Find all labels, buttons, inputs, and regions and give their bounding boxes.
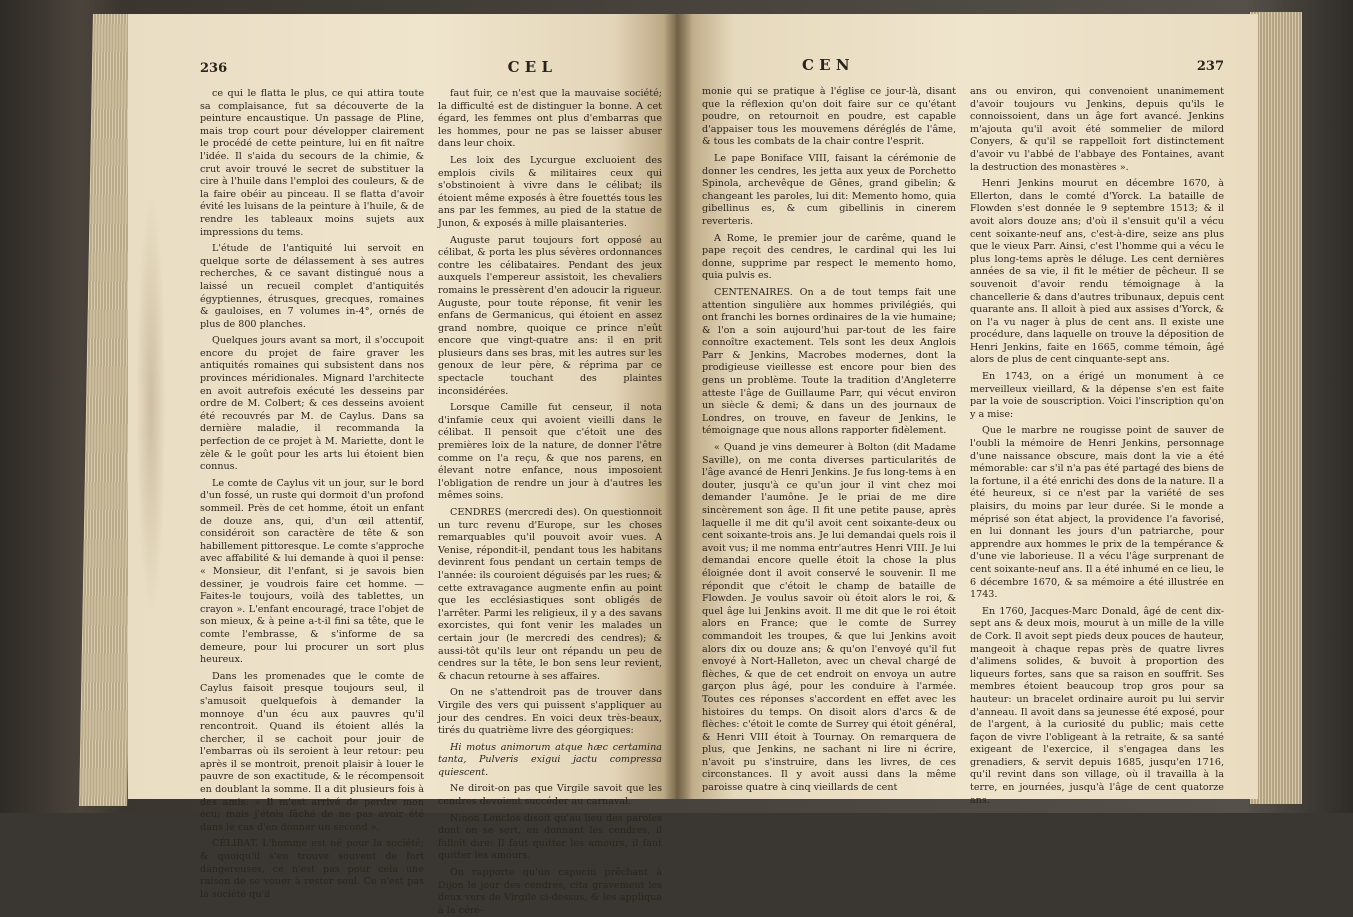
left-column-2 <box>438 88 662 916</box>
right-page-columns <box>702 86 1224 806</box>
paragraph: On ne s'attendroit pas de trouver dans Virgile des vers qui puissent s'appliquer au jour des cendres. En voici deux très-beaux, tirés du quatrième livre des géorgiques: <box>438 687 662 737</box>
left-column-1 <box>200 88 424 900</box>
paragraph: Dans les promenades que le comte de Caylus faisoit presque toujours seul, il s'amusoit quelquefois à demander la monnoye d'un écu aux pauvres qu'il rencontroit. Quand ils étoient allés la chercher, il se cachoit pour jouir de l'embarras où ils seroient à leur retour: peu après il se montroit, prenoit plaisir à louer le pauvre de son exactitude, & le récompensoit en doublant la somme. Il a dit plusieurs fois à des amis: « Il m'est arrivé de perdre mon écu; mais j'étois fâché de ne pas avoir été dans le cas d'en donner un second ». <box>200 670 424 833</box>
left-page-columns <box>200 88 662 916</box>
page-number: 237 <box>1196 59 1224 74</box>
paragraph: Auguste parut toujours fort opposé au célibat, & porta les plus sévères ordonnances contre les célibataires. Pendant des jeux auxquels l'empereur assistoit, les chevaliers romains le pressèrent d'en adoucir la rigueur. Auguste, pour toute réponse, fit venir les enfans de Germanicus, qui étoient en assez grand nombre, quoique ce prince n'eût encore que vingt-quatre ans: il en prit plusieurs dans ses bras, mit les autres sur les genoux de leur père, & réprima par ce spectacle touchant des plaintes inconsidérées. <box>438 234 662 397</box>
paragraph: A Rome, le premier jour de carême, quand le pape reçoit des cendres, le cardinal qui les lui donne, supprime par respect le memento homo, quia pulvis es. <box>702 232 956 282</box>
paragraph: Ninon Lenclos disoit qu'au lieu des paroles dont on se sert, en donnant les cendres, il falloit dire: Il faut quitter les amours, il faut quitter les amours. <box>438 812 662 862</box>
paragraph: CÉLIBAT. L'homme est né pour la société; & quoiqu'il s'en trouve souvent de fort dangereuses, ce n'est pas pour cela une raison de se vouer à rester seul. Ce n'est pas la société qu'il <box>200 838 424 900</box>
right-page-header <box>702 56 1224 82</box>
paragraph: ce qui le flatta le plus, ce qui attira toute sa complaisance, fut sa découverte de la peinture encaustique. Un passage de Pline, mais trop court pour développer clairement le procédé de cette peinture, lui en fit naître l'idée. Il s'aida du secours de la chimie, & crut avoir trouvé le secret de substituer la cire à l'huile dans l'emploi des couleurs, & de la faire obéir au pinceau. Il se flatta d'avoir évité les luisans de la peinture à l'huile, & de rendre les tableaux moins sujets aux impressions du tems. <box>200 88 424 238</box>
paragraph: En 1743, on a érigé un monument à ce merveilleux vieillard, & la dépense s'en est faite par la voie de souscription. Voici l'inscription qu'on y a mise: <box>970 371 1224 420</box>
page-number: 236 <box>200 61 228 76</box>
paragraph: Les loix des Lycurgue excluoient des emplois civils & militaires ceux qui s'obstinoient à vivre dans le célibat; ils étoient même exposés à être fouettés tous les ans par les femmes, au pied de la statue de Junon, & exposés à mille plaisanteries. <box>438 154 662 229</box>
verse-quote: Hi motus animorum atque hæc certamina tanta, Pulveris exigui jactu compressa quiescent. <box>438 741 662 778</box>
paragraph: Henri Jenkins mourut en décembre 1670, à Ellerton, dans le comté d'Yorck. La bataille de Flowden s'est donnée le 9 septembre 1513; & il avoit alors douze ans; d'où il s'ensuit qu'il a vécu cent soixante-neuf ans, c'est-à-dire, seize ans plus que le vieux Parr. Ainsi, c'est l'homme qui a vécu le plus long-tems après le déluge. Les cent dernières années de sa vie, il fit le métier de pêcheur. Il se souvenoit d'avoir rendu témoignage à la chancellerie & dans d'autres tribunaux, depuis cent quarante ans. Il alloit à pied aux assises d'Yorck, & on l'a vu nager à plus de cent ans. Il existe une procédure, dans laquelle on trouve la déposition de Henri Jenkins, faite en 1665, comme témoin, âgé alors de plus de cent cinquante-sept ans. <box>970 178 1224 366</box>
paragraph: ans ou environ, qui convenoient unanimement d'avoir toujours vu Jenkins, depuis qu'ils le connoissoient, dans un âge fort avancé. Jenkins m'ajouta qu'il avoit été sommelier de milord Conyers, & qu'il se rappelloit fort distinctement d'avoir vu l'abbé de l'abbaye des Fontaines, avant la destruction des monastères ». <box>970 86 1224 173</box>
paragraph: CENDRES (mercredi des). On questionnoit un turc revenu d'Europe, sur les choses remarquables qu'il pouvoit avoir vues. A Venise, répondit-il, pendant tous les habitans devinrent fous pendant un certain temps de l'année: ils couroient déguisés par les rues; & cette extravagance augmente enfin au point que les ecclésiastiques sont obligés de l'arrêter. Parmi les religieux, il y a des savans exorcistes, qui font venir les malades un certain jour (le mercredi des cendres); & aussi-tôt qu'ils leur ont répandu un peu de cendres sur la tête, le bon sens leur revient, & chacun retourne à ses affaires. <box>438 507 662 682</box>
paragraph: CENTENAIRES. On a de tout temps fait une attention singulière aux hommes privilégiés, qui ont franchi les bornes ordinaires de la vie humaine; & l'on a soin aujourd'hui par-tout de les faire connoître exactement. Tels sont les deux Anglois Parr & Jenkins, Macrobes modernes, dont la prodigieuse vieillesse est encore pour bien des gens un problème. Toute la tradition d'Angleterre atteste l'âge de Guillaume Parr, qui vécut environ un siècle & demi; & dans un des journaux de Londres, on trouve, en faveur de Jenkins, le témoignage que nous allons rapporter fidèlement. <box>702 286 956 437</box>
book-gutter <box>664 14 692 799</box>
right-column-2 <box>970 86 1224 806</box>
paragraph: En 1760, Jacques-Marc Donald, âgé de cent dix-sept ans & deux mois, mourut à un mille de la ville de Cork. Il avoit sept pieds deux pouces de hauteur, mangeoit à chaque repas près de quatre livres d'alimens solides, & buvoit à proportion des liqueurs fortes, sans que sa raison en souffrit. Ses membres étoient beaucoup trop gros pour sa hauteur: un bracelet ordinaire auroit pu lui servir d'anneau. Il avoit dans sa jeunesse été exposé, pour de l'argent, à la curiosité du public; mais cette façon de vivre l'obligeant à la retraite, & sa santé exigeant de l'exercice, il s'engagea dans les grenadiers, & servit depuis 1685, jusqu'en 1716, qu'il revint dans son village, où il travailla à la terre, en journées, jusqu'à l'âge de cent quatorze ans. <box>970 605 1224 806</box>
paragraph: On rapporte qu'un capucin prêchant à Dijon le jour des cendres, cita gravement les deux vers de Virgile ci-dessus, & les appliqua à la céré- <box>438 867 662 916</box>
running-head: C E N <box>802 56 850 74</box>
right-column-1 <box>702 86 956 794</box>
right-page <box>676 14 1258 806</box>
paragraph: Le comte de Caylus vit un jour, sur le bord d'un fossé, un ruste qui dormoit d'un profond sommeil. Près de cet homme, étoit un enfant de douze ans, qui, d'un œil attentif, considéroit son caractère de tête & son habillement pittoresque. Le comte s'approche avec affabilité & lui demande à quoi il pense: « Monsieur, dit l'enfant, si je savois bien dessiner, je voudrois faire cet homme. — Faites-le toujours, voilà des tablettes, un crayon ». L'enfant encouragé, trace l'objet de son mieux, & à peine a-t-il fini sa tête, que le comte l'embrasse, & s'informe de sa demeure, pour lui procurer un sort plus heureux. <box>200 477 424 666</box>
paragraph: Que le marbre ne rougisse point de sauver de l'oubli la mémoire de Henri Jenkins, personnage d'une naissance obscure, mais dont la vie a été mémorable: car s'il n'a pas été partagé des biens de la fortune, il a été enrichi des dons de la nature. Il a été heureux, si ce n'est par la variété de ses plaisirs, du moins par leur durée. Si le monde a méprisé son état abject, la providence l'a favorisé, en lui donnant les jours d'un patriarche, pour apprendre aux hommes le prix de la tempérance & d'une vie laborieuse. Il a vécu l'âge surprenant de cent soixante-neuf ans. Il a été inhumé en ce lieu, le 6 décembre 1670, & sa mémoire a été illustrée en 1743. <box>970 425 1224 601</box>
paragraph: Ne diroit-on pas que Virgile savoit que les cendres devoient succéder au carnaval. <box>438 783 662 808</box>
paragraph: L'étude de l'antiquité lui servoit en quelque sorte de délassement à ses autres recherches, & ce savant distingué nous a laissé un recueil complet d'antiquités égyptiennes, étrusques, grecques, romaines & gauloises, en 7 volumes in-4°, ornés de plus de 800 planches. <box>200 243 424 330</box>
paragraph: « Quand je vins demeurer à Bolton (dit Madame Saville), on me conta diverses particularités de l'âge avancé de Henri Jenkins. Je fus long-tems à en douter, jusqu'à ce qu'un jour il vint chez moi demander l'aumône. Je le priai de me dire sincèrement son âge. Il fit une petite pause, après laquelle il me dit qu'il avoit cent soixante-deux ou cent soixante-trois ans. Je lui demandai quels rois il avoit vus; il me nomma entr'autres Henri VIII. Je lui demandai encore quelle étoit la chose la plus éloignée dont il avoit conservé le souvenir. Il me répondit que c'étoit le champ de bataille de Flowden. Je voulus savoir où étoit alors le roi, & quel âge lui Jenkins avoit. Il me dit que le roi étoit alors en France; que le comte de Surrey commandoit les troupes, & que lui Jenkins avoit alors dix ou douze ans; & qu'on l'envoyé qu'il fut envoyé à Nort-Halleton, avec un cheval chargé de flèches, & que de cet endroit on envoya un autre garçon plus âgé, pour les conduire à l'armée. Toutes ces réponses s'accordent en effet avec les histoires du temps. On disoit alors d'arcs & de flèches: c'étoit le comte de Surrey qui étoit général, & Henri VIII étoit à Tournay. On remarquera de plus, que Jenkins, ne sachant ni lire ni écrire, n'avoit pu s'instruire, dans les livres, de ces circonstances. Il y avoit aussi dans la même paroisse quatre à cinq vieillards de cent <box>702 442 956 794</box>
paragraph: Lorsque Camille fut censeur, il nota d'infamie ceux qui avoient vieilli dans le célibat. Il pensoit que c'étoit une des premières loix de la nature, de donner l'être comme on l'a reçu, & que nos parens, en élevant notre enfance, nous imposoient l'obligation de rendre un jour à d'autres les mêmes soins. <box>438 402 662 502</box>
paragraph: Le pape Boniface VIII, faisant la cérémonie de donner les cendres, les jetta aux yeux de Porchetto Spinola, archevêque de Gênes, grand gibelin; & changeant les paroles, lui dit: Memento homo, quia gibellinus es, & cum gibellinis in cinerem reverteris. <box>702 152 956 227</box>
paragraph: monie qui se pratique à l'église ce jour-là, disant que la réflexion qu'on doit faire sur ce qu'étant poudre, on retournoit en poudre, est capable d'appaiser tous les mouvemens déréglés de l'âme, & tous les combats de la chair contre l'esprit. <box>702 86 956 148</box>
paragraph: Quelques jours avant sa mort, il s'occupoit encore du projet de faire graver les antiquités romaines qui subsistent dans nos provinces méridionales. Mignard l'architecte en avoit autrefois exécuté les desseins par ordre de M. Colbert; & ces desseins avoient été recouvrés par M. de Caylus. Dans sa dernière maladie, il recommanda la perfection de ce projet à M. Mariette, dont le zèle & le goût pour les arts lui étoient bien connus. <box>200 335 424 473</box>
page-stain <box>136 194 166 614</box>
left-page <box>128 14 680 916</box>
paragraph: faut fuir, ce n'est que la mauvaise société; la difficulté est de distinguer la bonne. A cet égard, les femmes ont plus d'embarras que les hommes, pour ne pas se laisser abuser dans leur choix. <box>438 88 662 150</box>
running-head: C E L <box>507 58 552 76</box>
left-page-header <box>200 58 662 84</box>
